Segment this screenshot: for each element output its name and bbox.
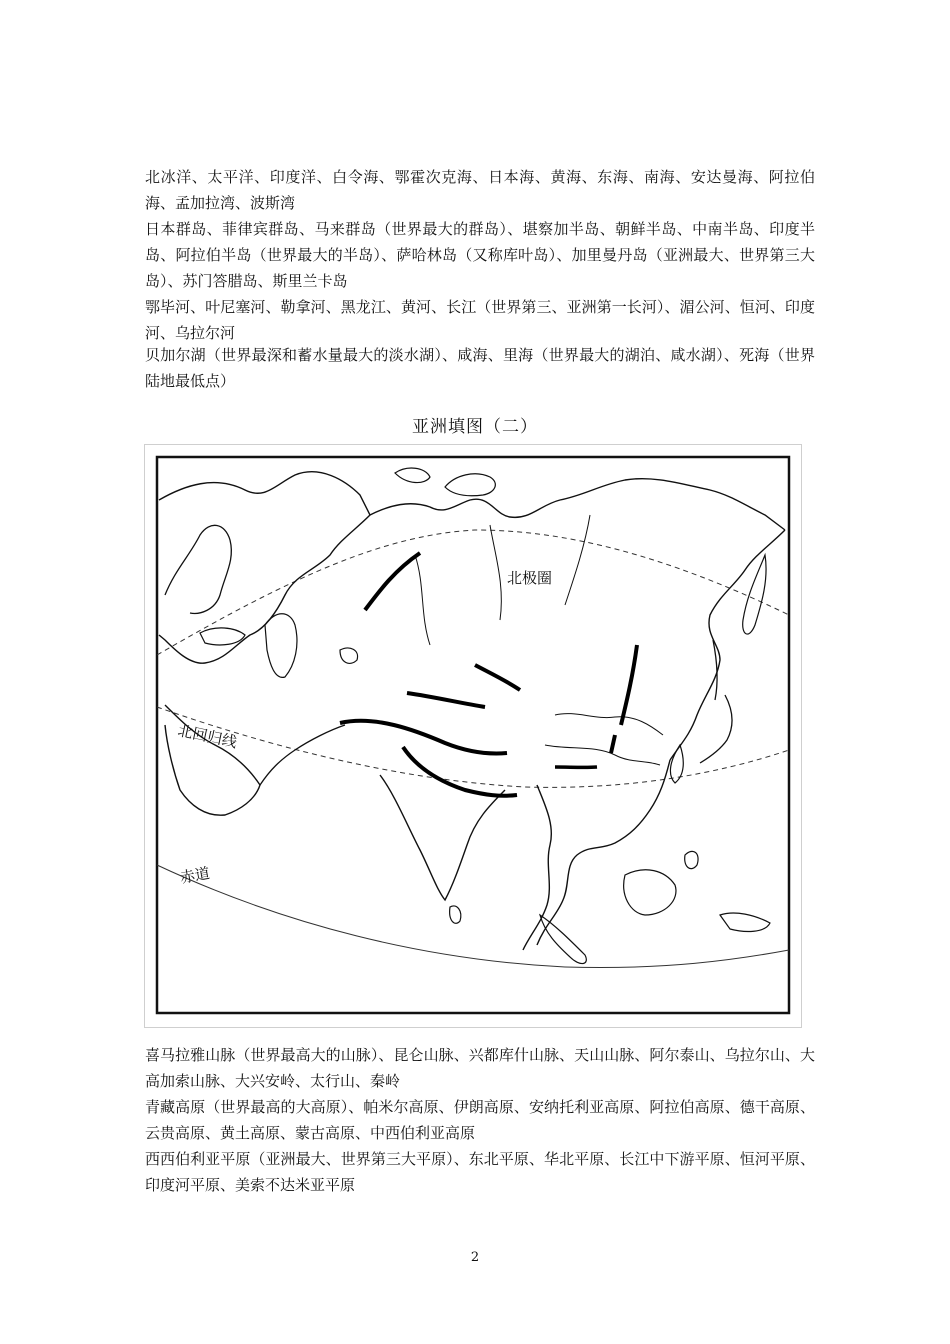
black-sea xyxy=(200,628,245,645)
lena-river xyxy=(565,515,590,605)
plateaus-list: 青藏高原（世界最高的大高原）、帕米尔高原、伊朗高原、安纳托利亚高原、阿拉伯高原、德干高原、云贵高原、黄土高原、蒙古高原、中西伯利亚高原 xyxy=(145,1098,815,1142)
caspian-sea xyxy=(265,614,297,678)
sakhalin-island xyxy=(713,640,717,700)
lakes-list: 贝加尔湖（世界最深和蓄水量最大的淡水湖）、咸海、里海（世界最大的湖泊、咸水湖）、死海（世界陆地最低点） xyxy=(145,346,815,390)
kamchatka-peninsula xyxy=(743,555,766,634)
persian-coast xyxy=(260,725,345,785)
europe-coastline xyxy=(159,472,370,663)
kunlun-mountains xyxy=(340,721,507,754)
pacific-north-coast xyxy=(670,530,785,760)
sumatra-island xyxy=(540,915,586,964)
seas-list: 北冰洋、太平洋、印度洋、白令海、鄂霍次克海、日本海、黄海、东海、南海、安达曼海、阿拉伯海、孟加拉湾、波斯湾 xyxy=(145,168,815,212)
tianshan-mountains xyxy=(407,693,485,707)
ob-river xyxy=(415,555,430,645)
scandinavia-outline xyxy=(165,525,231,613)
borneo-island xyxy=(624,870,676,915)
altai-mountains xyxy=(475,665,520,690)
yellow-river xyxy=(555,714,663,735)
tropic-of-cancer-label: 北回归线 xyxy=(176,721,239,752)
map-title: 亚洲填图（二） xyxy=(412,417,538,437)
japan-islands xyxy=(700,695,732,763)
ural-mountains xyxy=(365,553,420,610)
arctic-island-2 xyxy=(395,468,430,483)
philippines-island xyxy=(685,851,698,868)
asia-map xyxy=(144,444,802,1028)
yenisei-river xyxy=(490,525,501,620)
mountains-list: 喜马拉雅山脉（世界最高大的山脉）、昆仑山脉、兴都库什山脉、天山山脉、阿尔泰山、乌拉尔山、大高加索山脉、大兴安岭、太行山、秦岭 xyxy=(145,1046,815,1090)
new-guinea-island xyxy=(720,913,770,932)
sri-lanka-island xyxy=(450,906,461,923)
arctic-island-1 xyxy=(445,474,495,496)
arctic-circle-label: 北极圈 xyxy=(507,569,553,587)
map-border xyxy=(157,457,789,1013)
equator-line xyxy=(157,865,789,968)
yangtze-river xyxy=(545,745,660,765)
rivers-list: 鄂毕河、叶尼塞河、勒拿河、黑龙江、黄河、长江（世界第三、亚洲第一长河）、湄公河、恒河、印度河、乌拉尔河 xyxy=(145,298,815,342)
siberia-north-coast xyxy=(370,479,785,530)
greater-khingan-range xyxy=(621,645,637,725)
asia-map-drawing xyxy=(145,445,803,1029)
islands-peninsulas-list: 日本群岛、菲律宾群岛、马来群岛（世界最大的群岛）、堪察加半岛、朝鲜半岛、中南半岛、印度半岛、阿拉伯半岛（世界最大的半岛）、萨哈林岛（又称库叶岛）、加里曼丹岛（亚洲最大、世界第三大岛）、苏门答腊岛、斯里兰卡岛 xyxy=(145,220,815,290)
equator-label: 赤道 xyxy=(178,864,212,887)
page-number: 2 xyxy=(470,1250,480,1265)
plains-list: 西西伯利亚平原（亚洲最大、世界第三大平原）、东北平原、华北平原、长江中下游平原、恒河平原、印度河平原、美索不达米亚平原 xyxy=(145,1150,815,1194)
taihang-mountains xyxy=(611,735,615,753)
korea-peninsula xyxy=(670,745,683,783)
arctic-circle-line xyxy=(157,530,789,655)
aral-sea xyxy=(340,648,358,663)
tropic-of-cancer-line xyxy=(157,707,789,787)
